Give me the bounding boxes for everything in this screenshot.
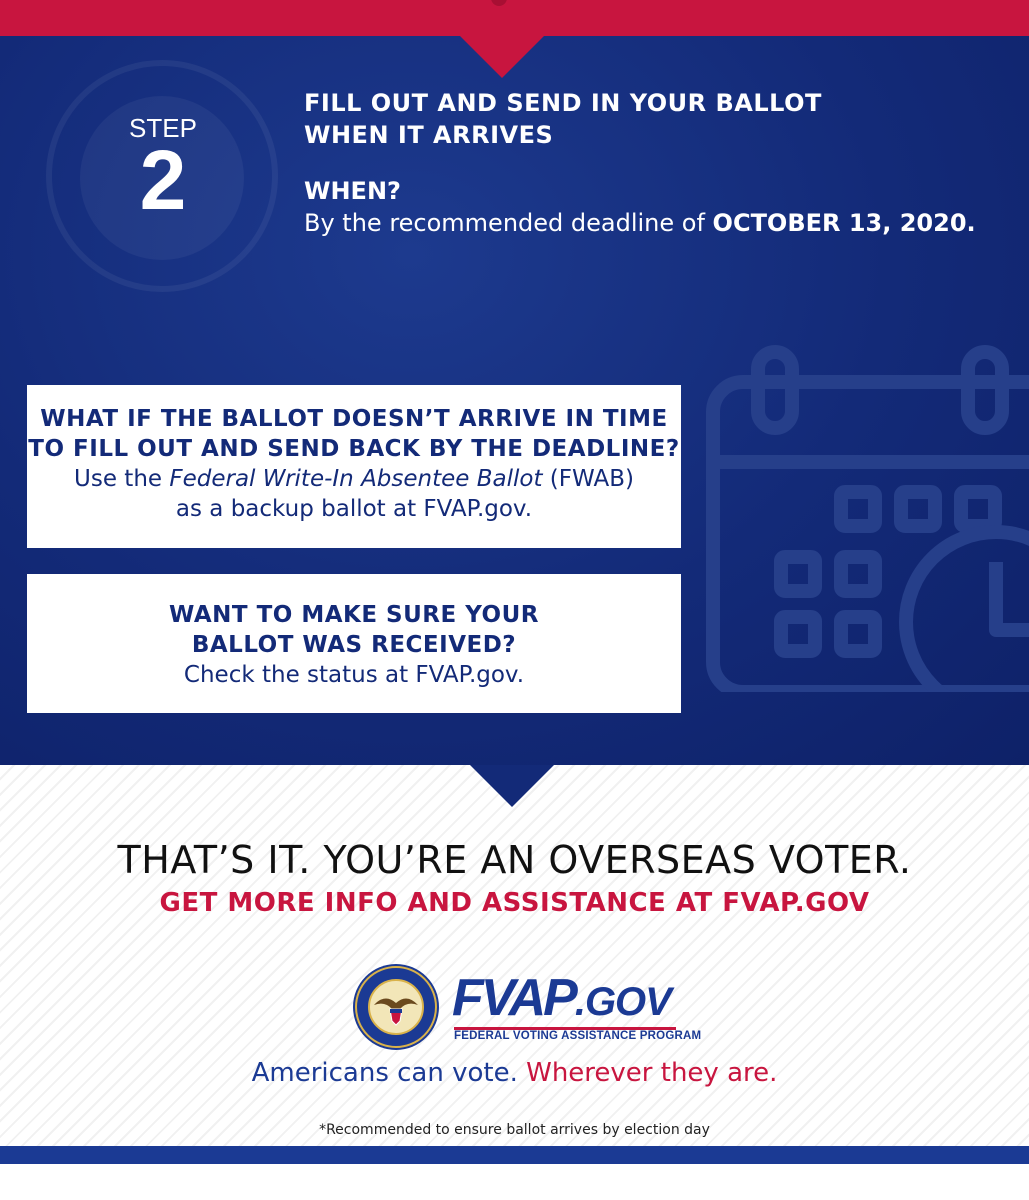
bottom-margin bbox=[0, 1164, 1029, 1200]
step-heading bbox=[304, 87, 864, 151]
fvap-logo[interactable] bbox=[452, 969, 702, 1048]
dod-seal-icon bbox=[352, 963, 440, 1051]
status-question-line1: WANT TO MAKE SURE YOUR bbox=[168, 602, 539, 628]
step-heading-line1: FILL OUT AND SEND IN YOUR BALLOT bbox=[304, 89, 822, 117]
fwab-info-box bbox=[27, 385, 681, 548]
motto-part2: Wherever they are. bbox=[526, 1058, 778, 1088]
fwab-answer-line1 bbox=[27, 464, 681, 494]
motto-part1: Americans can vote. bbox=[251, 1058, 527, 1088]
status-answer: Check the status at FVAP.gov. bbox=[183, 662, 525, 688]
ballot-status-box bbox=[27, 574, 681, 713]
fwab-answer-line2: as a backup ballot at FVAP.gov. bbox=[175, 496, 533, 522]
fvap-logo-wordmark bbox=[452, 970, 671, 1030]
when-text bbox=[304, 209, 976, 237]
motto bbox=[0, 1058, 1029, 1088]
fwab-answer-suffix: (FWAB) bbox=[542, 466, 634, 492]
when-label: WHEN? bbox=[304, 177, 401, 205]
step-label: STEP bbox=[129, 113, 197, 143]
fwab-answer-title: Federal Write-In Absentee Ballot bbox=[169, 466, 543, 492]
fwab-question-line1: WHAT IF THE BALLOT DOESN’T ARRIVE IN TIME bbox=[40, 406, 668, 432]
footer-area bbox=[0, 765, 1029, 1146]
when-date: OCTOBER 13, 2020. bbox=[712, 209, 976, 237]
status-question-line2: BALLOT WAS RECEIVED? bbox=[191, 632, 517, 658]
step-heading-line2: WHEN IT ARRIVES bbox=[304, 121, 554, 149]
fwab-question-line2: TO FILL OUT AND SEND BACK BY THE DEADLINE? bbox=[28, 436, 680, 462]
calendar-clock-icon bbox=[706, 312, 1029, 692]
fvap-logo-main: FVAP bbox=[452, 969, 575, 1027]
fvap-logo-gov: .GOV bbox=[574, 980, 671, 1024]
red-pointer-notch bbox=[460, 36, 544, 78]
more-info-link[interactable]: GET MORE INFO AND ASSISTANCE AT FVAP.GOV bbox=[159, 888, 870, 918]
step-number: 2 bbox=[139, 133, 187, 227]
fwab-answer-prefix: Use the bbox=[74, 466, 170, 492]
footnote: *Recommended to ensure ballot arrives by election day bbox=[319, 1122, 710, 1138]
tagline: THAT’S IT. YOU’RE AN OVERSEAS VOTER. bbox=[117, 838, 912, 882]
fvap-logo-subtitle: FEDERAL VOTING ASSISTANCE PROGRAM bbox=[454, 1030, 702, 1042]
bottom-blue-band bbox=[0, 1146, 1029, 1164]
when-text-prefix: By the recommended deadline of bbox=[304, 209, 713, 237]
blue-pointer-notch bbox=[470, 765, 554, 807]
top-red-band bbox=[0, 0, 1029, 36]
